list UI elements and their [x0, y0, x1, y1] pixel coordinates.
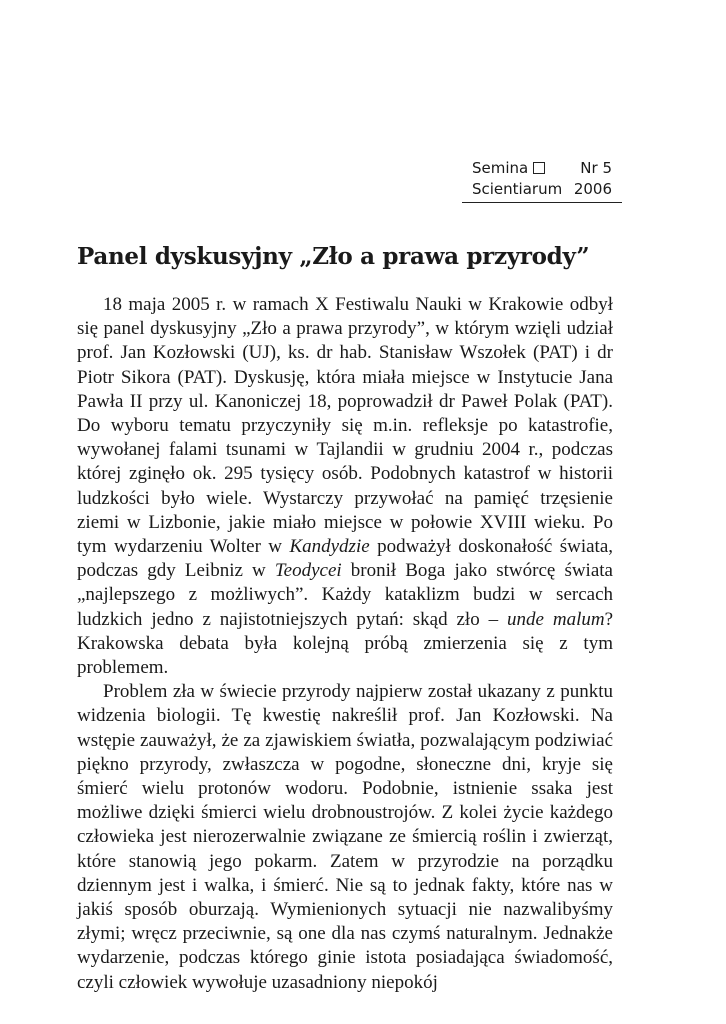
square-box-icon	[533, 162, 545, 174]
paragraph-2: Problem zła w świecie przyrody najpierw został ukazany z punktu widzenia biologii. Tę kwestię nakreślił prof. Jan Kozłowski. Na wstępie zauważył, że za zjawiskiem światła, pozwalającym podziwiać piękno przyrody, zwłaszcza w pogodne, słoneczne dni, kryje się śmierć wielu protonów wodoru. Podobnie, istnienie ssaka jest możliwe dzięki śmierci wielu drobnoustrojów. Z kolei życie każdego człowieka jest nierozerwalnie związane ze śmiercią roślin i zwierząt, które stanowią jego pokarm. Zatem w przyrodzie na porządku dziennym jest i walka, i śmierć. Nie są to jednak fakty, które nas w jakiś sposób oburzają. Wymienionych sytuacji nie nazwalibyśmy złymi; wręcz przeciwnie, są one dla nas czymś naturalnym. Jednakże wydarzenie, podczas którego ginie istota posiadająca świadomość, czyli człowiek wywołuje uzasadniony niepokój	[77, 681, 613, 993]
journal-name-line-2: Scientiarum	[472, 180, 563, 198]
article-title: Panel dyskusyjny „Zło a prawa przyrody”	[77, 243, 590, 270]
journal-header-row-1	[462, 158, 622, 179]
journal-header	[462, 158, 622, 203]
italic-teodycei: Teodycei	[274, 560, 342, 582]
article-body	[77, 293, 613, 995]
journal-number: Nr 5	[580, 159, 612, 177]
journal-year: 2006	[573, 180, 612, 198]
italic-kandydzie: Kandydzie	[289, 536, 370, 558]
paragraph-1: 18 maja 2005 r. w ramach X Festiwalu Nauki w Krakowie odbył się panel dyskusyjny „Zło a prawa przyrody”, w którym wzięli udział prof. Jan Kozłowski (UJ), ks. dr hab. Stanisław Wszołek (PAT) i dr Piotr Sikora (PAT). Dyskusję, która miała miejsce w Instytucie Jana Pawła II przy ul. Kanoniczej 18, poprowadził dr Paweł Polak (PAT). Do wyboru tematu przyczyniły się m.in. refleksje po katastrofie, wywołanej falami tsunami w Tajlandii w grudniu 2004 r., podczas której zginęło ok. 295 tysięcy osób. Podobnych katastrof w historii ludzkości było wiele. Wystarczy przywołać na pamięć trzęsienie ziemi w Lizbonie, jakie miało miejsce w połowie XVIII wieku. Po tym wydarzeniu Wolter w Kandydzie podważył doskonałość świata, podczas gdy Leibniz w Teodycei bronił Boga jako stwórcę świata „najlepszego z możliwych”. Każdy kataklizm budzi w sercach ludzkich jedno z najistotniejszych pytań: skąd zło – unde malum? Krakowska debata była kolejną próbą zmierzenia się z tym problemem.	[77, 294, 614, 679]
journal-header-row-2	[462, 179, 622, 200]
journal-name-line-1: Semina	[472, 158, 545, 179]
header-rule	[462, 202, 622, 203]
italic-unde-malum: unde malum	[507, 608, 605, 630]
